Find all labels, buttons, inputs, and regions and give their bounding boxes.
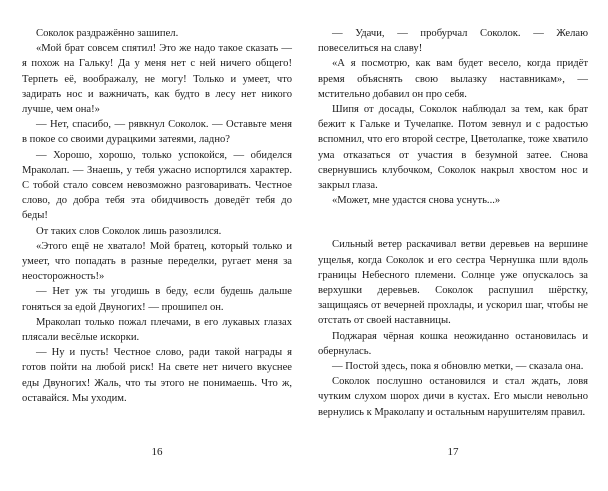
paragraph: «А я посмотрю, как вам будет весело, когда придёт время объяснять свою вылазку наставникам», — мстительно добавил он про себя. bbox=[318, 58, 588, 100]
paragraph: Поджарая чёрная кошка неожиданно остановилась и обернулась. bbox=[318, 330, 588, 357]
page-number: 17 bbox=[447, 446, 459, 458]
paragraph: Соколок послушно остановился и стал ждать, ловя чутким слухом шорох дичи в кустах. Его мысли невольно вернулись к Мраколапу и остальным нарушителям правил. bbox=[318, 376, 588, 418]
paragraph: — Хорошо, хорошо, только успокойся, — обиделся Мраколап. — Знаешь, у тебя ужасно испортился характер. С тобой стало совсем невозможно разговаривать. Честное слово, до добра тебя эта обидчивость доведёт тебя до беды! bbox=[22, 149, 292, 222]
paragraph: «Мой брат совсем спятил! Это же надо такое сказать — я похож на Гальку! Да у меня нет с ней ничего общего! Терпеть её, воображалу, не могу! Только и умеет, что задирать нос и важничать, как будто в лесу нет никого лучше, чем она!» bbox=[22, 43, 292, 116]
paragraph: Шипя от досады, Соколок наблюдал за тем, как брат бежит к Гальке и Тучелапке. Потом зевнул и с радостью вспомнил, что его второй сестре, Цветолапке, тоже хватило ума отказаться от участия в безумной затее. Снова свернувшись клубочком, Соколок накрыл хвостом нос и закрыл глаза. bbox=[318, 104, 588, 192]
paragraph: «Этого ещё не хватало! Мой братец, который только и умеет, что попадать в разные переделки, ругает меня за неосторожность!» bbox=[22, 240, 292, 283]
paragraph: Соколок раздражённо зашипел. bbox=[36, 28, 179, 39]
left-page-text bbox=[22, 26, 292, 406]
paragraph: — Ну и пусть! Честное слово, ради такой награды я готов пойти на любой риск! На свете нет ничего вкуснее еды Двуногих! Жаль, что ты этого не понимаешь. Что ж, оставайся. Мы уходим. bbox=[22, 347, 292, 404]
paragraph: «Может, мне удастся снова уснуть...» bbox=[332, 195, 501, 207]
page-number: 16 bbox=[151, 446, 163, 458]
paragraph: — Нет уж ты угодишь в беду, если будешь дальше гоняться за едой Двуногих! — прошипел он. bbox=[22, 286, 292, 313]
right-page bbox=[318, 0, 588, 491]
paragraph: Мраколап только пожал плечами, в его лукавых глазах плясали весёлые искорки. bbox=[22, 316, 292, 344]
paragraph: — Постой здесь, пока я обновлю метки, — сказала она. bbox=[332, 361, 584, 373]
paragraph: Сильный ветер раскачивал ветви деревьев на вершине ущелья, когда Соколок и его сестра Чернушка шли вдоль границы Небесного племени. Солнце уже опускалось за верхушки деревьев. Соколок распушил шёрстку, защищаясь от вечерней прохлады, и ускорил шаг, чтобы не отстать от своей наставницы. bbox=[318, 239, 588, 327]
paragraph: — Нет, спасибо, — рявкнул Соколок. — Оставьте меня в покое со своими дурацкими затеями, ладно? bbox=[22, 119, 292, 146]
paragraph: От таких слов Соколок лишь разозлился. bbox=[36, 225, 222, 237]
right-page-text bbox=[318, 26, 588, 420]
paragraph: — Удачи, — пробурчал Соколок. — Желаю повеселиться на славу! bbox=[318, 28, 588, 55]
left-page bbox=[22, 0, 292, 491]
